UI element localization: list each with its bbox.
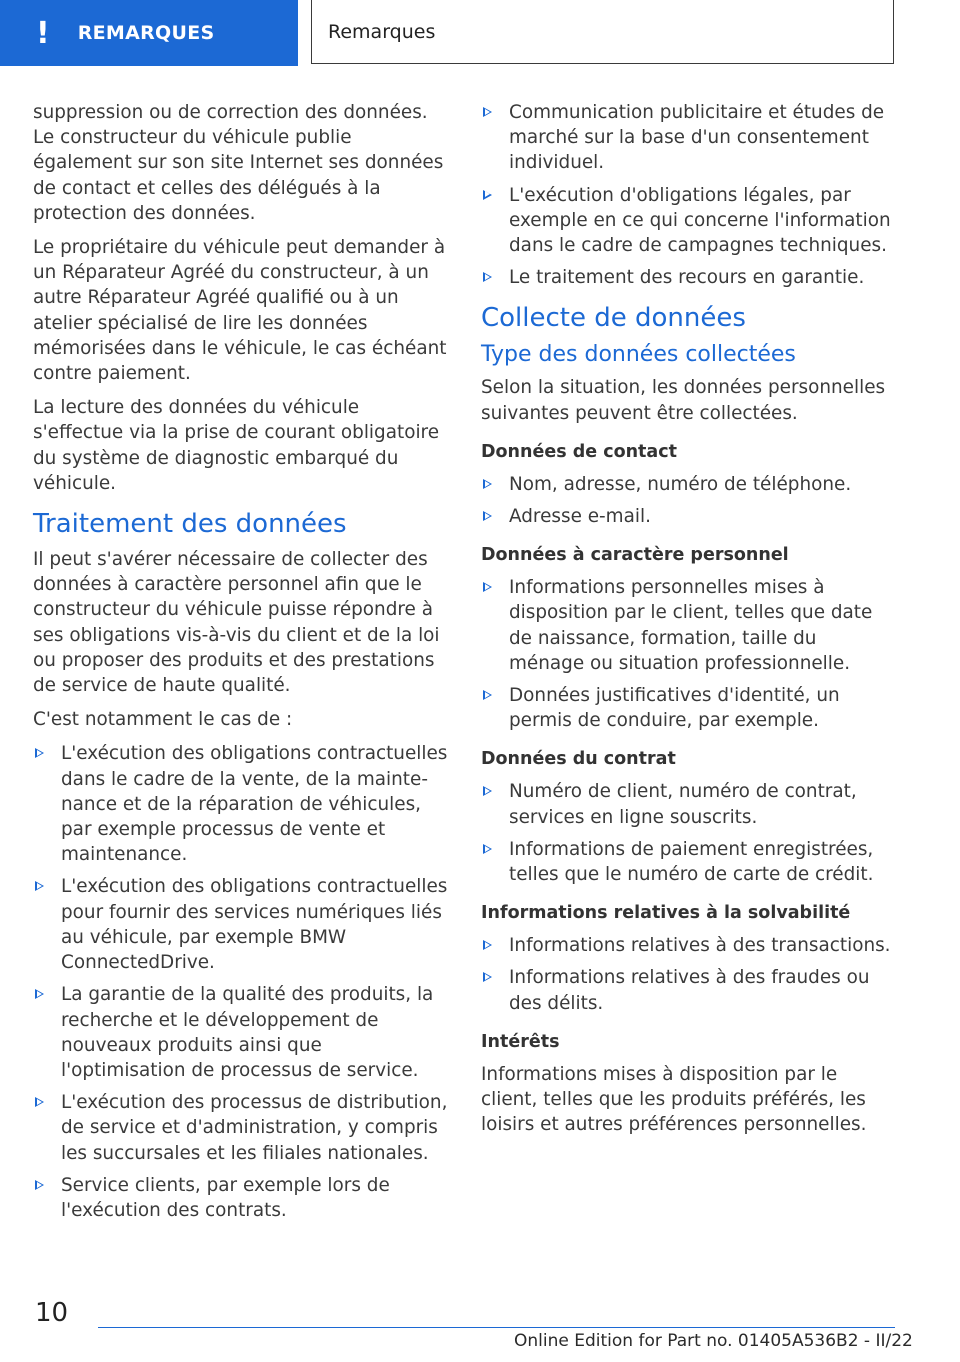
paragraph: Selon la situation, les données personnelles suivantes peuvent être collectées.: [481, 377, 886, 424]
heading-collecte: Collecte de données: [481, 303, 746, 334]
bullet-list: [33, 741, 448, 1223]
chapter-label: REMARQUES: [77, 22, 215, 44]
list-item: Service clients, par exemple lors de l'exécution des contrats.: [33, 1173, 448, 1223]
heading-contrat: Données du contrat: [481, 749, 676, 770]
triangle-bullet-icon: [483, 690, 492, 700]
heading-contact: Données de contact: [481, 441, 677, 462]
list-item: Informations de paiement enregistrées, telles que le numéro de carte de crédit.: [481, 837, 896, 887]
list-item: Nom, adresse, numéro de téléphone.: [481, 472, 896, 497]
chapter-tab: [0, 0, 298, 66]
heading-interets: Intérêts: [481, 1031, 560, 1052]
list-item: L'exécution d'obligations légales, par exemple en ce qui concerne l'information dans le cadre de campagnes techniques.: [481, 183, 896, 259]
list-item: Informations relatives à des fraudes ou des délits.: [481, 965, 896, 1015]
list-item: Informations relatives à des transactions.: [481, 933, 896, 958]
right-column: [481, 100, 896, 1146]
triangle-bullet-icon: [483, 582, 492, 592]
list-item: Informations personnelles mises à disposition par le client, telles que date de naissance, formation, taille du ménage ou situation professionnelle.: [481, 575, 896, 676]
footer-divider: [98, 1327, 895, 1328]
paragraph: Il peut s'avérer nécessaire de collecter des données à caractère personnel afin que le constructeur du véhicule puisse répondre à ses obligations vis-à-vis du client et de la loi ou proposer des produits et des prestations de service de haute qualité.: [33, 549, 440, 697]
heading-type: Type des données collectées: [481, 342, 796, 368]
bullet-list: [481, 933, 896, 1016]
triangle-bullet-icon: [35, 989, 44, 999]
triangle-bullet-icon: [35, 1097, 44, 1107]
triangle-bullet-icon: [483, 786, 492, 796]
list-item: Communication publicitaire et études de marché sur la base d'un consentement individuel.: [481, 100, 896, 176]
bullet-list: [481, 575, 896, 733]
list-item: Numéro de client, numéro de contrat, services en ligne souscrits.: [481, 779, 896, 829]
triangle-bullet-icon: [483, 972, 492, 982]
list-item: Adresse e-mail.: [481, 504, 896, 529]
footer-edition: Online Edition for Part no. 01405A536B2 - II/22: [514, 1331, 913, 1351]
section-tab: [311, 0, 894, 64]
paragraph: suppression ou de correction des données. Le constructeur du véhicule publie également sur son site Internet ses données de contact et celles des délégués à la protection des données.: [33, 102, 444, 224]
exclamation-icon: !: [36, 15, 50, 51]
bullet-list: [481, 779, 896, 887]
section-label: Remarques: [328, 20, 436, 43]
triangle-bullet-icon: [35, 1180, 44, 1190]
triangle-bullet-icon: [483, 272, 492, 282]
paragraph: La lecture des données du véhicule s'effectue via la prise de courant obligatoire du système de diagnostic embarqué du véhicule.: [33, 397, 440, 494]
triangle-bullet-icon: [35, 881, 44, 891]
heading-traitement: Traitement des données: [33, 509, 347, 540]
list-item: L'exécution des processus de distribution, de service et d'administration, y compris les succursales et les filiales nationales.: [33, 1090, 448, 1166]
list-item: Le traitement des recours en garantie.: [481, 265, 896, 290]
list-item: L'exécution des obligations contractuelles dans le cadre de la vente, de la maintenance et de la réparation de véhicules, par exemple processus de vente et maintenance.: [33, 741, 448, 867]
page-number: 10: [35, 1298, 69, 1328]
paragraph: Informations mises à disposition par le client, telles que les produits préférés, les loisirs et autres préférences personnelles.: [481, 1063, 867, 1136]
list-item: La garantie de la qualité des produits, la recherche et le développement de nouveaux produits ainsi que l'optimisation de processus de service.: [33, 982, 448, 1083]
heading-perso: Données à caractère personnel: [481, 545, 789, 566]
triangle-bullet-icon: [483, 190, 492, 200]
triangle-bullet-icon: [483, 479, 492, 489]
triangle-bullet-icon: [483, 107, 492, 117]
bullet-list: [481, 100, 896, 290]
triangle-bullet-icon: [35, 748, 44, 758]
heading-solvabilite: Informations relatives à la solvabilité: [481, 903, 851, 924]
list-item: Données justificatives d'identité, un permis de conduire, par exemple.: [481, 683, 896, 733]
triangle-bullet-icon: [483, 511, 492, 521]
page-header: [0, 0, 960, 66]
left-column: [33, 100, 448, 1231]
triangle-bullet-icon: [483, 844, 492, 854]
paragraph: Le propriétaire du véhicule peut demander à un Réparateur Agréé du constructeur, à un autre Réparateur Agréé qualifié ou à un atelier spécialisé de lire les données mémorisées dans le véhicule, le cas échéant contre paiement.: [33, 237, 447, 385]
list-item: L'exécution des obligations contractuelles pour fournir des services numériques liés au véhicule, par exemple BMW ConnectedDrive.: [33, 874, 448, 975]
bullet-list: [481, 472, 896, 529]
paragraph: C'est notamment le cas de :: [33, 709, 293, 731]
triangle-bullet-icon: [483, 940, 492, 950]
